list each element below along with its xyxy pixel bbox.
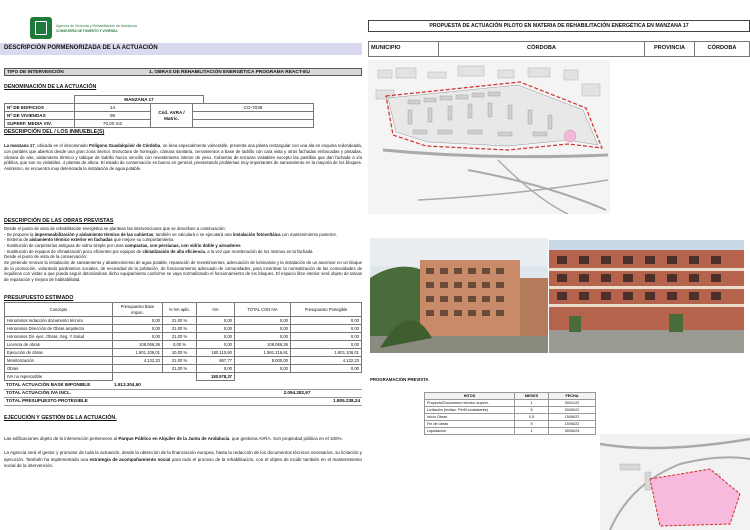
identification-table bbox=[4, 95, 314, 128]
schedule-header-cell: MESES bbox=[515, 393, 549, 400]
obras-text bbox=[4, 226, 362, 283]
obras-intro: Desde el punto de vista de rehabilitación energética se plantean las intervenciones que se describen a continuación: bbox=[4, 226, 226, 231]
obras-item-4: - Sustitución de equipos de climatización poco eficientes por equipos de climatización de alta eficiencia, a la vez que reordenación de los mismos en la fachada. bbox=[4, 248, 314, 254]
schedule-cell: Licitación (invitac. Perfil contratante) bbox=[425, 407, 515, 414]
cod-label: Cód. AVRA / Matric. bbox=[151, 104, 193, 128]
budget-cell: Licencia de obras bbox=[5, 341, 113, 349]
schedule-cell: 0,5 bbox=[515, 414, 549, 421]
budget-header-cell: Concepto bbox=[5, 303, 113, 317]
budget-table bbox=[4, 302, 362, 406]
provincia-label: PROVINCIA bbox=[645, 42, 695, 57]
budget-cell: 0,00 bbox=[197, 365, 235, 373]
budget-cell: 0,00 bbox=[291, 333, 362, 341]
schedule-cell: 1 bbox=[515, 400, 549, 407]
building-photo-1 bbox=[370, 238, 548, 353]
section-title: DESCRIPCIÓN PORMENORIZADA DE LA ACTUACIÓN bbox=[0, 43, 362, 55]
budget-cell: 0,00 bbox=[197, 341, 235, 349]
iva-incl-value: 2.094.282,97 bbox=[232, 389, 362, 397]
budget-cell: 0,00 bbox=[235, 317, 291, 325]
building-photo-2 bbox=[549, 240, 744, 353]
obras-item-3: - Sustitución de carpinterías antiguas de vidrio simple por unas compactas, con persianas, con vidrio doble y aireadores bbox=[4, 243, 241, 249]
org-line-1: Agencia de Vivienda y Rehabilitación de Andalucía bbox=[56, 24, 137, 28]
budget-cell: 0,00 bbox=[197, 317, 235, 325]
budget-cell: 10,00 % bbox=[163, 349, 197, 357]
budget-row bbox=[5, 365, 362, 373]
budget-cell: 5.000,00 bbox=[235, 357, 291, 365]
superficie-value: 70,00 m2 bbox=[75, 120, 151, 128]
schedule-row bbox=[425, 428, 596, 435]
project-title: PROPUESTA DE ACTUACIÓN PILOTO EN MATERIA DE REHABILITACIÓN ENERGÉTICA EN MANZANA 17 bbox=[368, 20, 750, 32]
budget-row bbox=[5, 325, 362, 333]
superficie-label: SUPERF. MEDIA VIV. bbox=[5, 120, 75, 128]
obras-heading: DESCRIPCIÓN DE LAS OBRAS PREVISTAS bbox=[4, 218, 114, 224]
budget-cell: 108.066,36 bbox=[113, 341, 163, 349]
org-line-2: CONSEJERÍA DE FOMENTO Y VIVIENDA bbox=[56, 29, 118, 33]
location-table bbox=[368, 41, 750, 56]
budget-row-iva-no-rec bbox=[5, 373, 362, 381]
schedule-header-cell: FECHA bbox=[549, 393, 596, 400]
budget-cell: 4.132,23 bbox=[113, 357, 163, 365]
manzana-name: MANZANA 17 bbox=[75, 96, 204, 104]
programacion-heading: PROGRAMACIÓN PREVISTA bbox=[370, 377, 429, 382]
budget-cell: 21,00 % bbox=[163, 365, 197, 373]
schedule-cell: 9 bbox=[515, 421, 549, 428]
schedule-cell: Liquidación bbox=[425, 428, 515, 435]
budget-cell: Monitorización bbox=[5, 357, 113, 365]
desc-bold-2: Polígono Guadalquivir de Córdoba bbox=[89, 143, 161, 148]
budget-cell: 1.801.106,01 bbox=[291, 349, 362, 357]
budget-row bbox=[5, 333, 362, 341]
denominacion-heading: DENOMINACIÓN DE LA ACTUACIÓN bbox=[4, 84, 97, 90]
municipio-label: MUNICIPIO bbox=[369, 42, 439, 57]
descripcion-text bbox=[4, 143, 362, 172]
schedule-row bbox=[425, 407, 596, 414]
budget-row bbox=[5, 341, 362, 349]
obras-conservacion: Desde el punto de vista de la conservación: bbox=[4, 254, 88, 260]
obras-conservacion-text: Se pretende renovar la instalación de saneamiento y abastecimiento de agua potable, reparación de revestimientos, adecuación de luminarias y la instalación de un ascensor en un bloque de la promoción, valorando parámetros sociales, de necesidad de la población, de funcionamiento adecuado de comunidades, para incentivar la normalización de las comunidades de inquilinos con vistas a que pueda seguir detonándose dicho equipamiento conforme se vaya normalizando el funcionamiento de los bloques. El espacio libre interior será objeto de tareas de reparación y mejora de habitabilidad. bbox=[4, 260, 362, 283]
schedule-table bbox=[424, 392, 744, 435]
edificios-label: Nº DE EDIFICIOS bbox=[5, 104, 75, 112]
budget-cell: Honorarios Dir. ejec. Obras, Seg. Y Salud bbox=[5, 333, 113, 341]
budget-cell: 0,00 bbox=[197, 325, 235, 333]
schedule-cell: 30/01/22 bbox=[549, 400, 596, 407]
budget-cell: Obras bbox=[5, 365, 113, 373]
budget-cell: 0,00 bbox=[197, 333, 235, 341]
budget-cell: 0,00 bbox=[291, 317, 362, 325]
budget-cell: Honorarios redacción documento técnico bbox=[5, 317, 113, 325]
iva-no-rec-label: IVA no repercutible bbox=[5, 373, 113, 381]
edificios-value: 14 bbox=[75, 104, 151, 112]
tipo-label: TIPO DE INTERVENCIÓN bbox=[7, 70, 64, 75]
viviendas-value: 98 bbox=[75, 112, 151, 120]
schedule-row bbox=[425, 400, 596, 407]
budget-cell: 21,00 % bbox=[163, 333, 197, 341]
budget-cell: 0,00 bbox=[235, 365, 291, 373]
budget-row bbox=[5, 317, 362, 325]
budget-cell: 0,00 bbox=[291, 341, 362, 349]
budget-cell bbox=[113, 365, 163, 373]
schedule-cell: 30/06/22 bbox=[549, 407, 596, 414]
budget-cell: 0,00 bbox=[113, 325, 163, 333]
budget-cell: 1.801.106,01 bbox=[113, 349, 163, 357]
budget-cell: 0,00 bbox=[235, 333, 291, 341]
budget-cell: 108.066,36 bbox=[235, 341, 291, 349]
municipio-value: CÓRDOBA bbox=[439, 42, 645, 57]
budget-cell: 180.110,60 bbox=[197, 349, 235, 357]
schedule-cell: 5 bbox=[515, 407, 549, 414]
presupuesto-heading: PRESUPUESTO ESTIMADO bbox=[4, 295, 74, 301]
budget-cell: 0,00 bbox=[235, 325, 291, 333]
schedule-cell: Inicio Obras bbox=[425, 414, 515, 421]
budget-cell: 0,00 bbox=[113, 333, 163, 341]
budget-header-cell: Presupuesto Protegible bbox=[291, 303, 362, 317]
provincia-value: CÓRDOBA bbox=[695, 42, 750, 57]
iva-no-rec-value: 180.978,37 bbox=[197, 373, 235, 381]
cod-value: CO-7036 bbox=[193, 104, 314, 112]
budget-cell: 0,00 bbox=[291, 325, 362, 333]
budget-header-cell: IVA bbox=[197, 303, 235, 317]
budget-cell: 867,77 bbox=[197, 357, 235, 365]
schedule-row bbox=[425, 414, 596, 421]
schedule-row bbox=[425, 421, 596, 428]
obras-item-2: - Sistema de aislamiento térmico exterior en fachadas que mejore su comportamiento. bbox=[4, 237, 175, 243]
budget-cell: 0,00 % bbox=[163, 341, 197, 349]
tipo-intervencion bbox=[4, 68, 362, 76]
budget-header-cell: % IVA aplic. bbox=[163, 303, 197, 317]
schedule-cell: 1 bbox=[515, 428, 549, 435]
budget-row bbox=[5, 357, 362, 365]
desc-bold-1: La manzana 17 bbox=[4, 143, 35, 148]
schedule-cell: 30/06/23 bbox=[549, 428, 596, 435]
protegible-label: TOTAL PRESUPUESTO PROTEGIBLE bbox=[4, 397, 112, 405]
tipo-value: 1. OBRAS DE REHABILITACIÓN ENERGÉTICA PROGRAMA REACT-EU bbox=[149, 70, 310, 75]
budget-header-cell: Presupuesto Base impon. bbox=[113, 303, 163, 317]
budget-cell: 1.981.216,61 bbox=[235, 349, 291, 357]
budget-cell: 21,00 % bbox=[163, 325, 197, 333]
obras-item-1: - Se propone la impermeabilización y aislamiento térmico de las cubiertas, también se calculará e se ejecutará una instalación fotovoltáica con mantenimiento posterior. bbox=[4, 231, 337, 237]
budget-cell: 21,00 % bbox=[163, 317, 197, 325]
desc-text-1: , ubicada en el denominado bbox=[34, 143, 90, 148]
gestion-heading: EJECUCIÓN Y GESTIÓN DE LA ACTUACIÓN. bbox=[4, 415, 117, 421]
gestion-text: Las edificaciones objeto de la intervención pertenecen al Parque Público en Alquiler de la Junta de Andalucía, que gestiona AVRA. Son propiedad pública en el 100%. La Agencia será el gestor y promotor de toda la actuación, desde la obtención de la financiación europea, hasta la redacción de los documentos técnicos necesarios, su licitación y ejecución. También ha implementado una estrategia de acompañamiento social para todo el proceso de la rehabilitación, con el objeto de incidir también en el mantenimiento social de la intervención. bbox=[4, 436, 362, 468]
budget-header-cell: TOTAL CON IVA bbox=[235, 303, 291, 317]
viviendas-label: Nº DE VIVIENDAS bbox=[5, 112, 75, 120]
desc-text-2: , un área especialmente vulnerable, presenta una planta rectangular con una ala en esquina redondeada, con portales que abiertos desde una gran zona interior. Estructura de hormigón, cámara sanitaria, cerramientos a base de ladrillo con cara vista y otras fachadas enfoscadas y pintadas, cámara de aire, aislamiento térmico y tabique de ladrillo hueco sencillo con revestimiento interior de yeso. Cubiertas de terrazas visitables excepto las pastillas que dan fachada a vía pública, que son no visitables. 4 plantas de altura. El estado de conservación es bueno en general, presentando problemas muy importantes de saneamiento en la mayoría de los bloques. Asimismo, se encuentra muy deteriorada la instalación de agua potable. bbox=[4, 143, 362, 172]
base-label: TOTAL ACTUACIÓN BASE IMPONIBLE bbox=[4, 381, 112, 389]
budget-cell: 21,00 % bbox=[163, 357, 197, 365]
schedule-cell: 15/06/22 bbox=[549, 421, 596, 428]
iva-incl-label: TOTAL ACTUACIÓN IVA INCL. bbox=[4, 389, 112, 397]
budget-row bbox=[5, 349, 362, 357]
schedule-cell: Fin de obras bbox=[425, 421, 515, 428]
schedule-cell: Proyecto/Documento técnico superv. bbox=[425, 400, 515, 407]
base-value: 1.913.304,60 bbox=[112, 381, 232, 389]
budget-cell: 0,00 bbox=[113, 317, 163, 325]
site-plan-map bbox=[600, 434, 750, 530]
location-map bbox=[368, 60, 610, 214]
descripcion-heading: DESCRIPCIÓN DEL / LOS INMUEBLE(S) bbox=[4, 129, 105, 135]
budget-cell: Ejecución de obras bbox=[5, 349, 113, 357]
protegible-value: 1.805.238,24 bbox=[232, 397, 362, 405]
junta-logo bbox=[30, 17, 137, 41]
schedule-cell: 15/08/22 bbox=[549, 414, 596, 421]
budget-cell: 0,00 bbox=[291, 365, 362, 373]
logo-mark-icon bbox=[30, 17, 52, 39]
schedule-header-cell: HITOS bbox=[425, 393, 515, 400]
budget-cell: Honorarios Dirección de Obras arquitecto bbox=[5, 325, 113, 333]
budget-cell: 4.132,23 bbox=[291, 357, 362, 365]
